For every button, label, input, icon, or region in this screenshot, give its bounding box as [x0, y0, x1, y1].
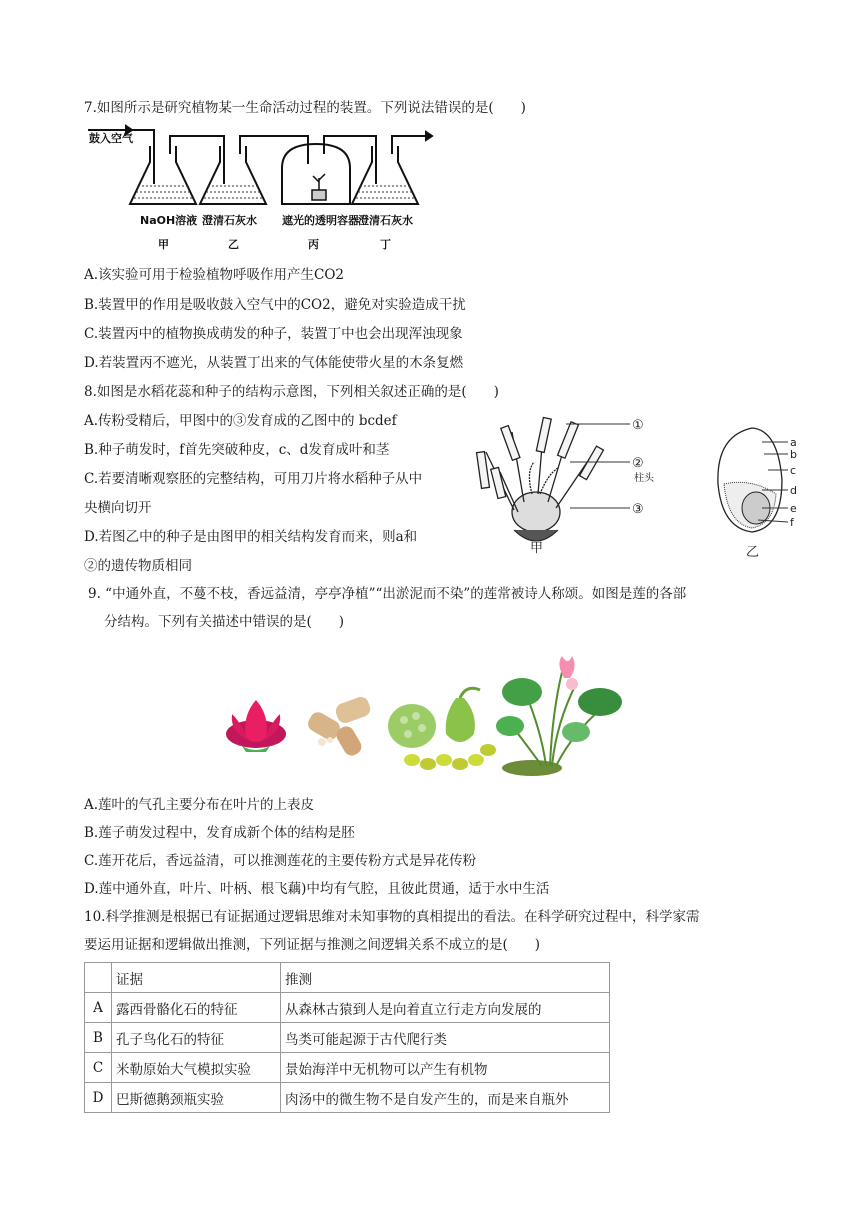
q9-stem-2: 分结构。下列有关描述中错误的是( )	[104, 614, 345, 630]
inlet-label: 鼓入空气	[89, 132, 133, 145]
bottle-label-4: 澄清石灰水	[358, 214, 413, 227]
bottle-name-2: 乙	[228, 238, 239, 251]
bottle-name-4: 丁	[380, 238, 391, 251]
table-cell-inference: 肉汤中的微生物不是自发产生的，而是来自瓶外	[281, 1083, 610, 1113]
seed-label-f: f	[790, 516, 794, 529]
q8-option-a: A.传粉受精后，甲图中的③发育成的乙图中的 bcdef	[84, 413, 397, 429]
q8-stem: 8.如图是水稻花蕊和种子的结构示意图，下列相关叙述正确的是( )	[84, 384, 499, 400]
q8-option-c-cont: 央横向切开	[84, 500, 152, 516]
bottle-name-1: 甲	[158, 238, 169, 251]
flower-label-stigma: 柱头	[634, 473, 654, 484]
table-cell-key: D	[85, 1083, 112, 1113]
q7-option-c: C.装置丙中的植物换成萌发的种子，装置丁中也会出现浑浊现象	[84, 326, 463, 342]
flower-caption: 甲	[530, 541, 544, 556]
table-cell-inference: 鸟类可能起源于古代爬行类	[281, 1023, 610, 1053]
table-header-evidence: 证据	[112, 963, 281, 993]
q7-option-a: A.该实验可用于检验植物呼吸作用产生CO2	[84, 267, 345, 283]
q8-option-d-cont: ②的遗传物质相同	[84, 558, 192, 574]
q8-seed-diagram	[712, 424, 812, 558]
q7-option-d: D.若装置丙不遮光，从装置丁出来的气体能使带火星的木条复燃	[84, 355, 464, 371]
bottle-label-3: 遮光的透明容器	[282, 214, 359, 227]
table-row	[85, 1083, 610, 1113]
table-cell-inference: 从森林古猿到人是向着直立行走方向发展的	[281, 993, 610, 1023]
table-header-inference: 推测	[281, 963, 610, 993]
seed-label-b: b	[790, 448, 797, 461]
seed-label-d: d	[790, 484, 797, 497]
seed-label-e: e	[790, 502, 797, 515]
bottle-label-1: NaOH溶液	[140, 214, 198, 227]
q9-option-b: B.莲子萌发过程中，发育成新个体的结构是胚	[84, 825, 355, 841]
seed-label-a: a	[790, 436, 797, 449]
bottle-name-3: 丙	[308, 238, 319, 251]
q7-option-b: B.装置甲的作用是吸收鼓入空气中的CO2，避免对实验造成干扰	[84, 297, 466, 313]
table-cell-evidence: 米勒原始大气模拟实验	[112, 1053, 281, 1083]
lotus-plant-image	[496, 656, 622, 776]
table-header-key	[85, 963, 112, 993]
q7-apparatus-figure	[86, 124, 456, 256]
table-cell-key: C	[85, 1053, 112, 1083]
q9-lotus-figure	[216, 654, 636, 780]
seed-label-c: c	[790, 464, 797, 477]
table-cell-key: B	[85, 1023, 112, 1053]
table-row	[85, 1023, 610, 1053]
seed-caption: 乙	[746, 545, 760, 558]
table-cell-key: A	[85, 993, 112, 1023]
q8-option-c: C.若要清晰观察胚的完整结构，可用刀片将水稻种子从中	[84, 471, 423, 487]
table-cell-evidence: 巴斯德鹅颈瓶实验	[112, 1083, 281, 1113]
flower-label-3: ③	[632, 502, 644, 517]
lotus-root-image	[305, 695, 372, 759]
table-row	[85, 1053, 610, 1083]
q8-flower-diagram	[474, 412, 674, 558]
q7-stem: 7.如图所示是研究植物某一生命活动过程的装置。下列说法错误的是( )	[84, 100, 526, 116]
bottle-label-2: 澄清石灰水	[202, 214, 257, 227]
flower-label-2: ②	[632, 456, 644, 471]
q9-option-a: A.莲叶的气孔主要分布在叶片的上表皮	[84, 797, 315, 813]
table-cell-evidence: 露西骨骼化石的特征	[112, 993, 281, 1023]
table-header-row	[85, 963, 610, 993]
q10-stem-1: 10.科学推测是根据已有证据通过逻辑思维对未知事物的真相提出的看法。在科学研究过程中，科学家需	[84, 909, 700, 925]
q8-option-b: B.种子萌发时，f首先突破种皮，c、d发育成叶和茎	[84, 442, 390, 458]
lotus-seedpod-image	[388, 688, 496, 770]
q9-option-d: D.莲中通外直，叶片、叶柄、根飞藕)中均有气腔，且彼此贯通，适于水中生活	[84, 881, 550, 897]
table-cell-inference: 景始海洋中无机物可以产生有机物	[281, 1053, 610, 1083]
q9-option-c: C.莲开花后，香远益清，可以推测莲花的主要传粉方式是异花传粉	[84, 853, 477, 869]
table-row	[85, 993, 610, 1023]
table-cell-evidence: 孔子鸟化石的特征	[112, 1023, 281, 1053]
q10-stem-2: 要运用证据和逻辑做出推测，下列证据与推测之间逻辑关系不成立的是( )	[84, 937, 541, 953]
q10-evidence-table	[84, 962, 610, 1113]
q8-option-d: D.若图乙中的种子是由图甲的相关结构发育而来，则a和	[84, 529, 418, 545]
q9-stem-1: 9. “中通外直，不蔓不枝，香远益清，亭亭净植”“出淤泥而不染”的莲常被诗人称颂。如图是莲的各部	[88, 586, 687, 602]
lotus-flower-image	[226, 700, 286, 752]
flower-label-1: ①	[632, 418, 644, 433]
